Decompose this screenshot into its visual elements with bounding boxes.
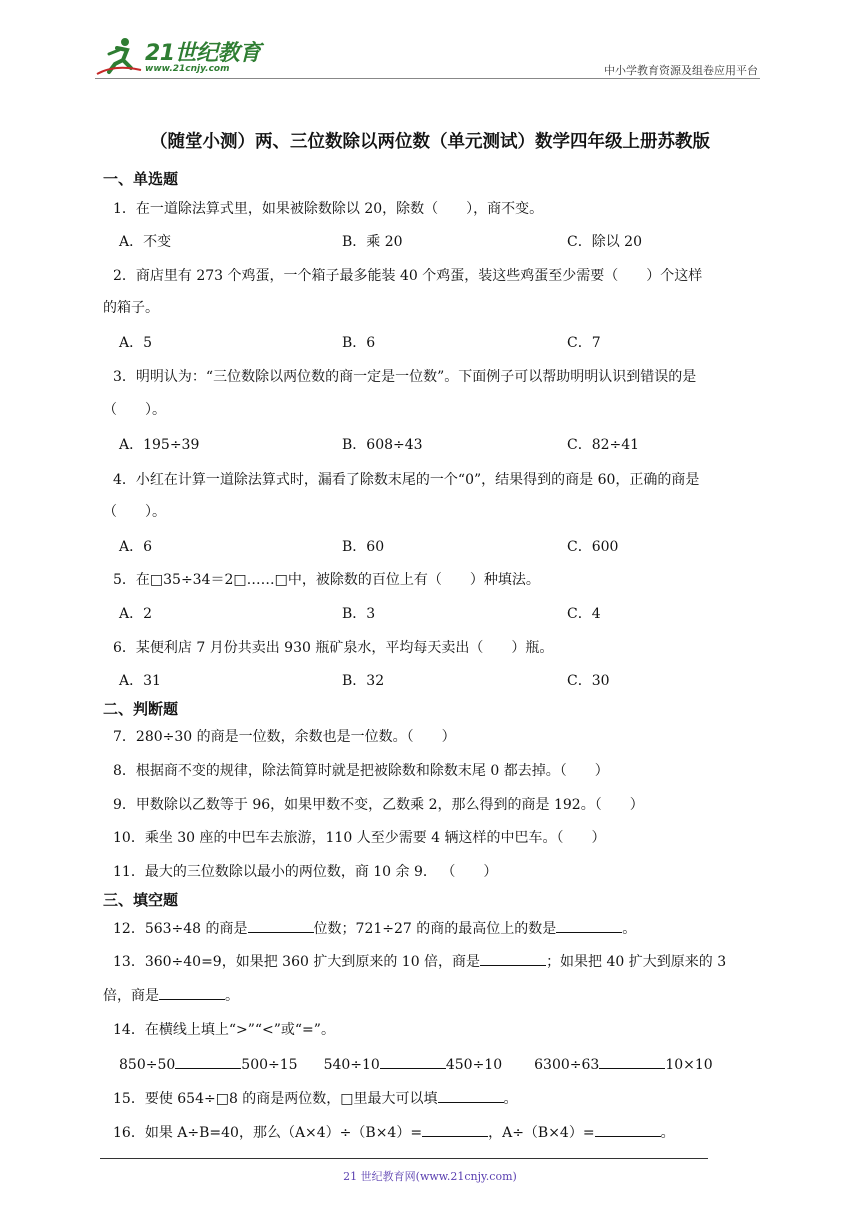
question-2: 2．商店里有 273 个鸡蛋，一个箱子最多能装 40 个鸡蛋，装这些鸡蛋至少需要（ ）个这样 [113, 268, 703, 284]
question-15 [113, 1088, 518, 1108]
question-1: 1．在一道除法算式里，如果被除数除以 20，除数（ ），商不变。 [113, 201, 544, 217]
logo [95, 34, 265, 78]
question-16 [113, 1122, 675, 1142]
q15-text-1: 15．要使 654÷□8 的商是两位数，□里最大可以填 [113, 1091, 438, 1107]
q13-text-4: 。 [225, 988, 239, 1004]
answer-blank[interactable] [438, 1088, 504, 1103]
question-11: 11．最大的三位数除以最小的两位数，商 10 余 9． （ ） [113, 864, 498, 880]
q3-option-a: A．195÷39 [119, 437, 200, 453]
answer-blank[interactable] [422, 1122, 488, 1137]
q14-expr-3: 540÷10 [323, 1057, 380, 1073]
q2-option-b: B．6 [342, 335, 376, 351]
question-14: 14．在横线上填上“>”“<”或“=”。 [113, 1022, 335, 1038]
question-14-items [119, 1054, 713, 1073]
answer-blank[interactable] [159, 985, 225, 1000]
answer-blank[interactable] [248, 918, 314, 933]
question-4-cont: （ ）。 [103, 504, 166, 520]
question-3: 3．明明认为：“三位数除以两位数的商一定是一位数”。下面例子可以帮助明明认识到错误的是 [113, 369, 697, 385]
question-9: 9．甲数除以乙数等于 96，如果甲数不变，乙数乘 2，那么得到的商是 192。（ ） [113, 797, 644, 813]
q13-text-1: 13．360÷40=9，如果把 360 扩大到原来的 10 倍，商是 [113, 954, 481, 970]
logo-text: 21世纪教育 [145, 41, 261, 66]
question-5: 5．在□35÷34＝2□……□中，被除数的百位上有（ ）种填法。 [113, 572, 540, 588]
footer-divider [100, 1158, 708, 1159]
header-divider [95, 78, 760, 79]
q5-option-c: C．4 [567, 606, 601, 622]
q5-option-a: A．2 [119, 606, 153, 622]
q16-text-3: 。 [660, 1125, 675, 1141]
q6-option-a: A．31 [119, 673, 161, 689]
question-2-cont: 的箱子。 [103, 300, 159, 316]
q14-expr-5: 6300÷63 [534, 1057, 600, 1073]
question-13 [113, 951, 726, 971]
q14-expr-4: 450÷10 [445, 1057, 503, 1073]
question-7: 7．280÷30 的商是一位数，余数也是一位数。（ ） [113, 729, 456, 745]
q1-option-b: B．乘 20 [342, 234, 403, 250]
answer-blank[interactable] [599, 1054, 665, 1069]
q4-option-a: A．6 [119, 539, 153, 555]
q14-expr-1: 850÷50 [119, 1057, 176, 1073]
q12-text-3: 。 [622, 921, 637, 937]
answer-blank[interactable] [480, 951, 546, 966]
q2-option-c: C．7 [567, 335, 601, 351]
footer-link[interactable]: 21 世纪教育网(www.21cnjy.com) [343, 1170, 517, 1183]
q5-option-b: B．3 [342, 606, 376, 622]
platform-name: 中小学教育资源及组卷应用平台 [604, 64, 758, 77]
q4-option-c: C．600 [567, 539, 619, 555]
q13-text-2: ；如果把 40 扩大到原来的 3 [546, 954, 727, 970]
section-true-false: 二、判断题 [103, 700, 179, 718]
answer-blank[interactable] [175, 1054, 241, 1069]
q4-option-b: B．60 [342, 539, 385, 555]
q14-expr-2: 500÷15 [241, 1057, 298, 1073]
question-4: 4．小红在计算一道除法算式时，漏看了除数末尾的一个“0”，结果得到的商是 60，正确的商是 [113, 472, 700, 488]
q12-text-1: 12．563÷48 的商是 [113, 921, 248, 937]
q13-text-3: 倍，商是 [103, 988, 159, 1004]
q3-option-c: C．82÷41 [567, 437, 640, 453]
page-header [95, 34, 760, 80]
answer-blank[interactable] [556, 918, 622, 933]
runner-logo-icon [95, 34, 143, 78]
q16-text-1: 16．如果 A÷B=40，那么（A×4）÷（B×4）= [113, 1125, 423, 1141]
section-single-choice: 一、单选题 [103, 170, 179, 188]
question-13-cont [103, 985, 239, 1005]
q3-option-b: B．608÷43 [342, 437, 423, 453]
answer-blank[interactable] [595, 1122, 661, 1137]
section-fill-blank: 三、填空题 [103, 891, 179, 909]
q2-option-a: A．5 [119, 335, 153, 351]
q12-text-2: 位数；721÷27 的商的最高位上的数是 [313, 921, 557, 937]
q6-option-c: C．30 [567, 673, 610, 689]
q6-option-b: B．32 [342, 673, 385, 689]
question-10: 10．乘坐 30 座的中巴车去旅游，110 人至少需要 4 辆这样的中巴车。（ ） [113, 830, 606, 846]
page-title: （随堂小测）两、三位数除以两位数（单元测试）数学四年级上册苏教版 [150, 132, 710, 152]
question-12 [113, 918, 636, 938]
q1-option-c: C．除以 20 [567, 234, 642, 250]
q14-expr-6: 10×10 [665, 1057, 713, 1073]
logo-url: www.21cnjy.com [145, 64, 230, 74]
question-6: 6．某便利店 7 月份共卖出 930 瓶矿泉水，平均每天卖出（ ）瓶。 [113, 640, 554, 656]
question-3-cont: （ ）。 [103, 402, 166, 418]
question-8: 8．根据商不变的规律，除法简算时就是把被除数和除数末尾 0 都去掉。（ ） [113, 763, 609, 779]
q16-text-2: ，A÷（B×4）= [488, 1125, 595, 1141]
q15-text-2: 。 [503, 1091, 518, 1107]
q1-option-a: A．不变 [119, 234, 172, 250]
answer-blank[interactable] [380, 1054, 446, 1069]
